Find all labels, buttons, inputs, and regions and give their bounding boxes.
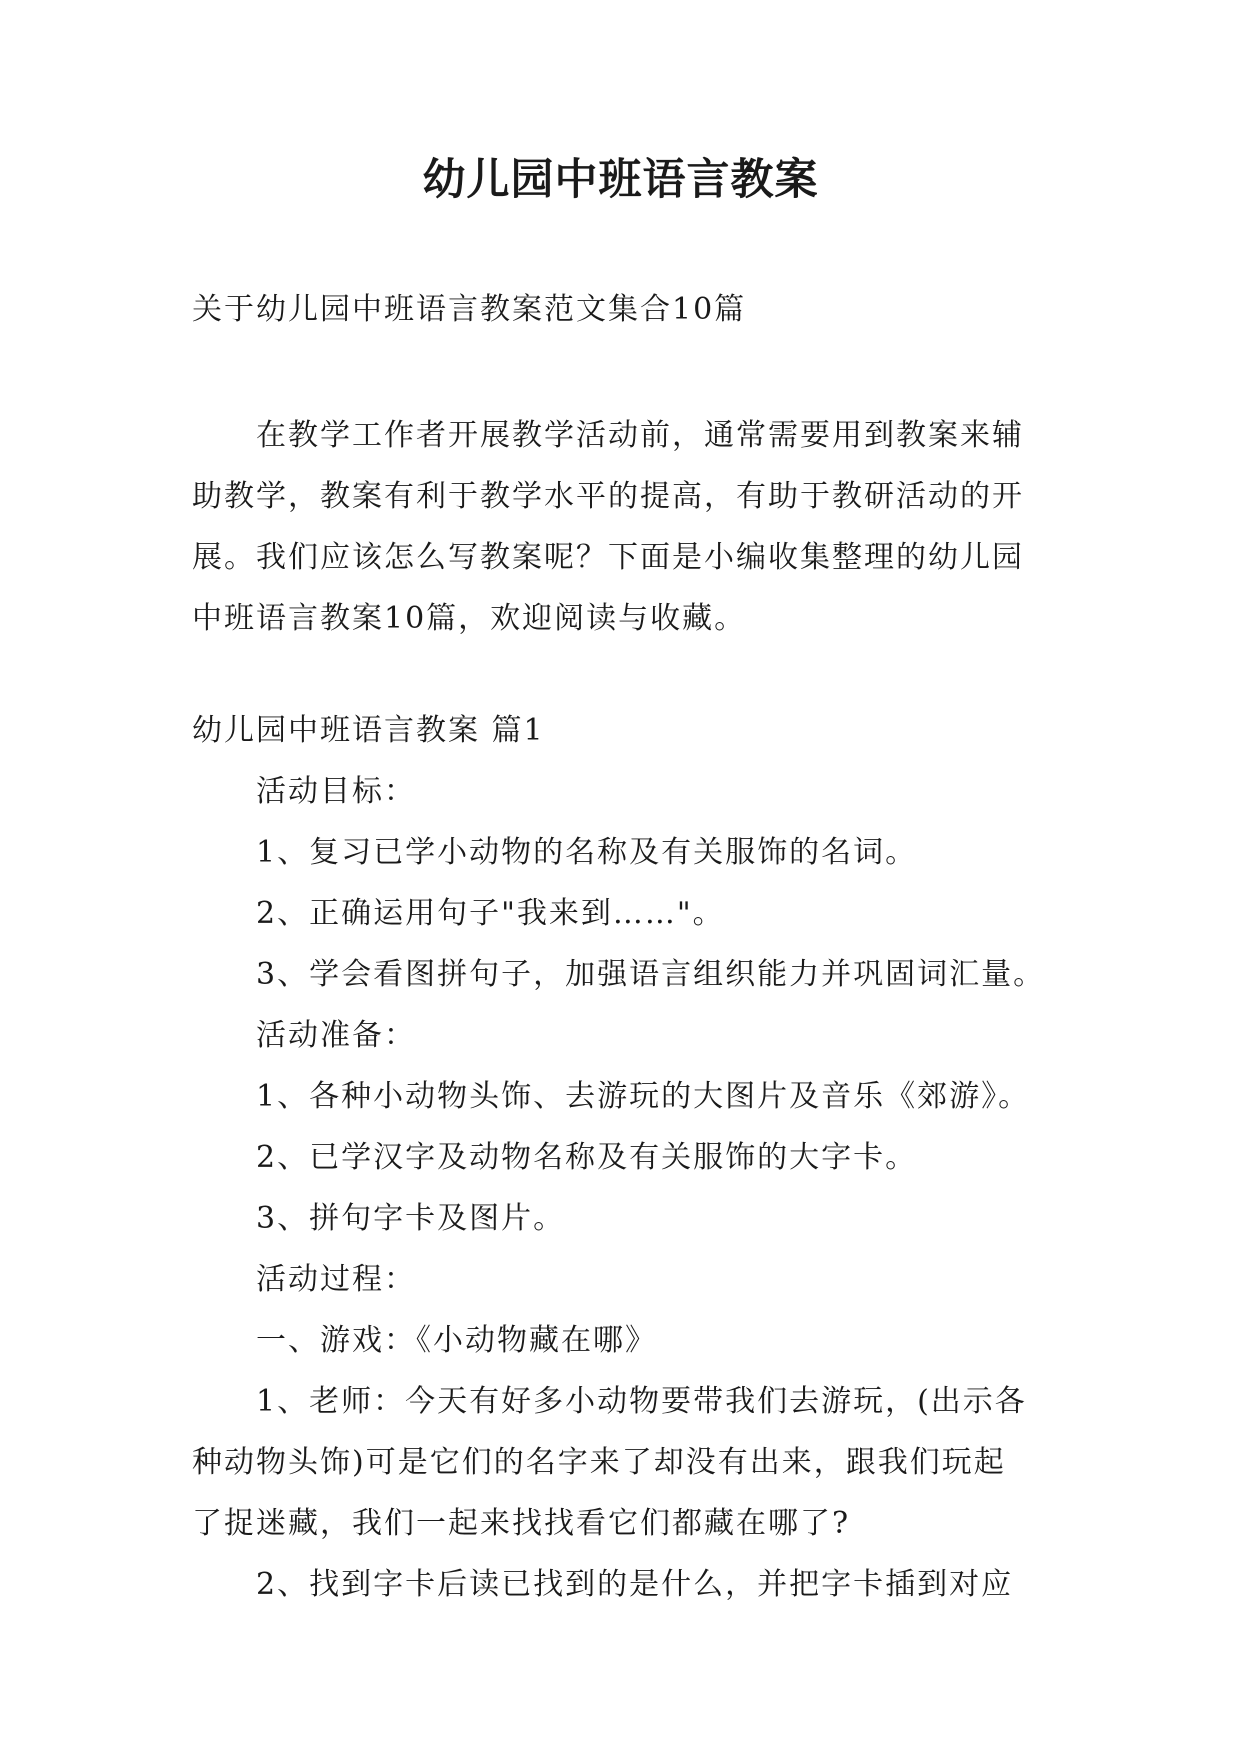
goal-item: 3、学会看图拼句子，加强语言组织能力并巩固词汇量。 (256, 957, 1046, 992)
activity-prep-heading: 活动准备： (256, 1018, 416, 1053)
process-paragraph-line: 了捉迷藏，我们一起来找找看它们都藏在哪了? (192, 1506, 851, 1541)
activity-goals-heading: 活动目标： (256, 774, 416, 809)
prep-item: 3、拼句字卡及图片。 (256, 1201, 566, 1236)
process-paragraph-line: 1、老师：今天有好多小动物要带我们去游玩，(出示各 (256, 1384, 1027, 1419)
lesson-content (192, 700, 1092, 1615)
goal-item: 1、复习已学小动物的名称及有关服饰的名词。 (256, 835, 918, 870)
goal-item: 2、正确运用句子"我来到……"。 (256, 896, 725, 931)
process-paragraph-line: 种动物头饰)可是它们的名字来了却没有出来，跟我们玩起 (192, 1445, 1006, 1480)
document-title: 幼儿园中班语言教案 (422, 155, 819, 205)
intro-line: 在教学工作者开展教学活动前，通常需要用到教案来辅 (256, 418, 1024, 453)
intro-line: 中班语言教案10篇，欢迎阅读与收藏。 (192, 601, 747, 636)
intro-line: 助教学，教案有利于教学水平的提高，有助于教研活动的开 (192, 479, 1024, 514)
intro-paragraph (192, 405, 1052, 649)
section-heading: 幼儿园中班语言教案 篇1 (192, 713, 545, 748)
prep-item: 2、已学汉字及动物名称及有关服饰的大字卡。 (256, 1140, 918, 1175)
process-step-heading: 一、游戏：《小动物藏在哪》 (256, 1323, 657, 1358)
process-paragraph-line: 2、找到字卡后读已找到的是什么，并把字卡插到对应 (256, 1567, 1014, 1602)
activity-process-heading: 活动过程： (256, 1262, 416, 1297)
document-subtitle: 关于幼儿园中班语言教案范文集合10篇 (192, 292, 747, 327)
prep-item: 1、各种小动物头饰、去游玩的大图片及音乐《郊游》。 (256, 1079, 1031, 1114)
intro-line: 展。我们应该怎么写教案呢？下面是小编收集整理的幼儿园 (192, 540, 1024, 575)
